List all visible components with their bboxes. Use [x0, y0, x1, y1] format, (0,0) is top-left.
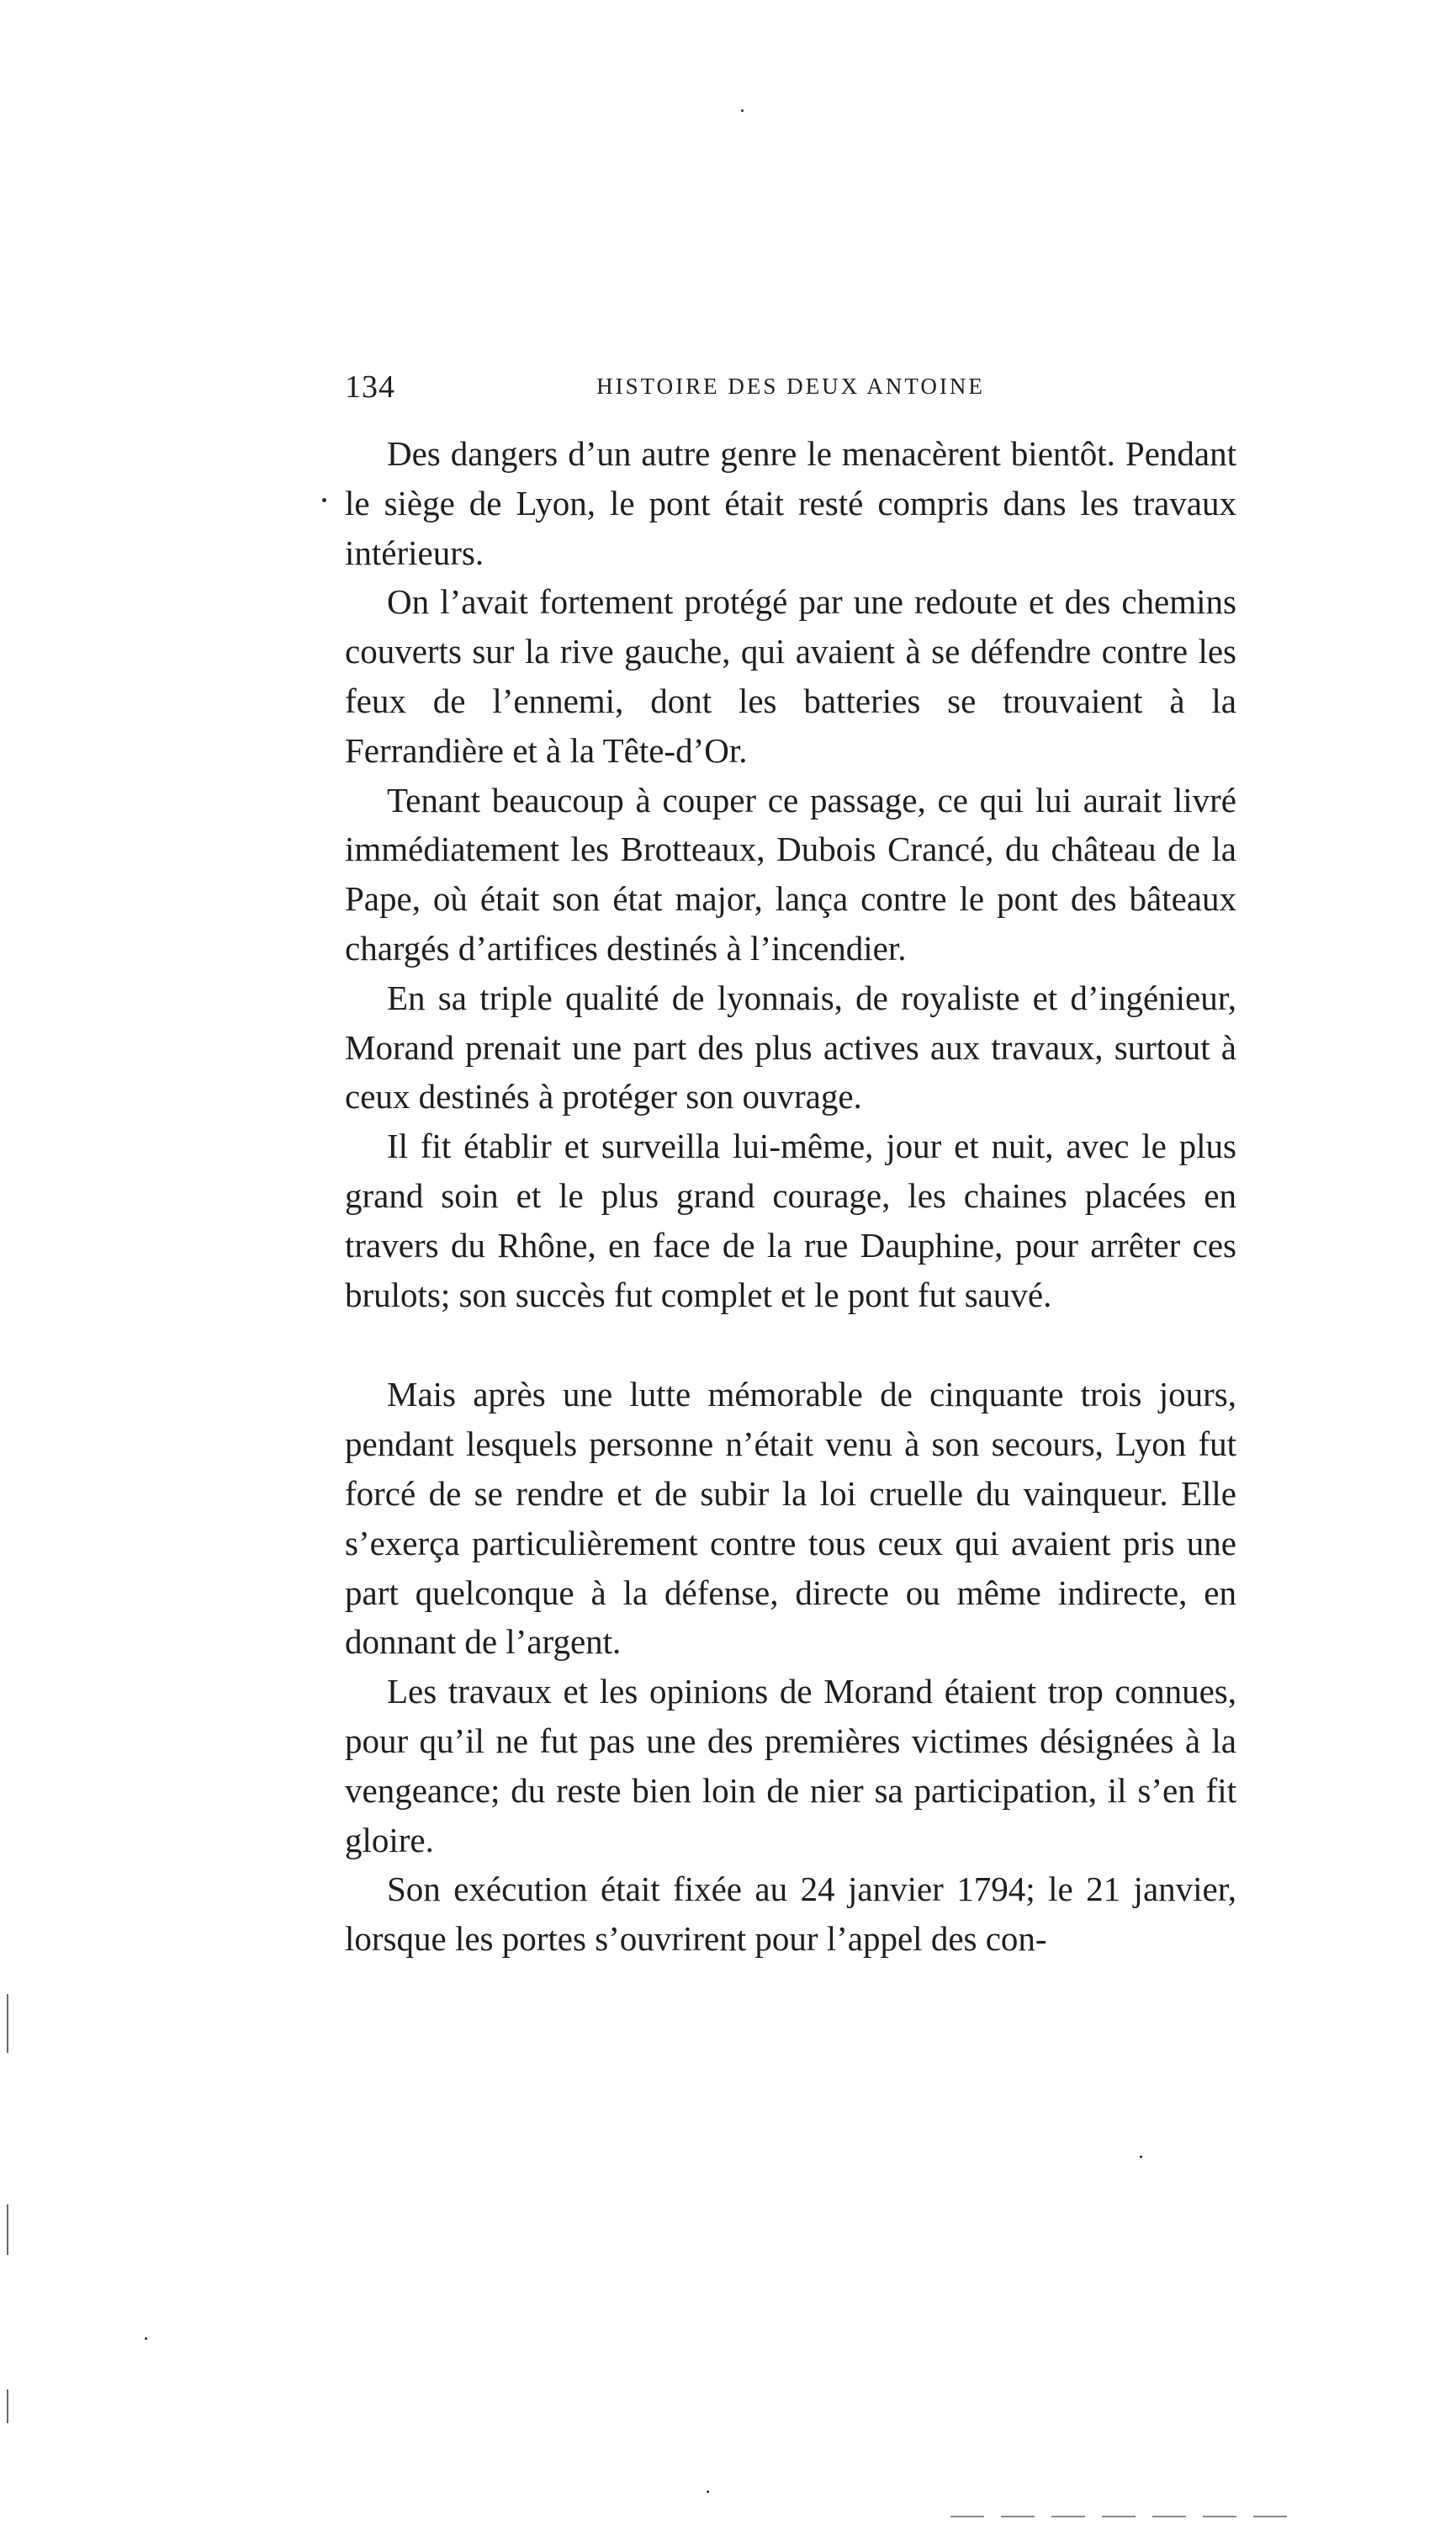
ink-speck: [1140, 2156, 1142, 2158]
paragraph: En sa triple qualité de lyonnais, de royaliste et d’ingénieur, Morand prenait une part des plus actives aux travaux, surtout à ceux destinés à protéger son ouvrage.: [345, 978, 1236, 1116]
scan-dash: [1102, 2516, 1136, 2517]
paragraph: Tenant beaucoup à couper ce passage, ce qui lui aurait livré immédiatement les Brotteaux, Dubois Crancé, du château de la Pape, où était son état major, lança contre le pont des bâteaux chargés d’artifices destinés à l’incendier.: [345, 780, 1236, 968]
scan-edge-mark: [7, 2204, 8, 2255]
paragraph: Son exécution était fixée au 24 janvier 1794; le 21 janvier, lorsque les portes s’ouvrirent pour l’appel des con-: [345, 1870, 1236, 1959]
paragraph: Des dangers d’un autre genre le menacèrent bientôt. Pendant le siège de Lyon, le pont était resté compris dans les travaux intérieurs.: [345, 434, 1236, 572]
scan-dash: [1203, 2516, 1236, 2517]
scan-dash: [1051, 2516, 1085, 2517]
page-header: [345, 369, 1236, 411]
section-break: [345, 1319, 1236, 1370]
scan-edge-mark: [7, 1994, 8, 2053]
page-number: 134: [345, 369, 395, 405]
scan-dash: [1001, 2516, 1035, 2517]
paragraph: Il fit établir et surveilla lui-même, jour et nuit, avec le plus grand soin et le plus grand courage, les chaines placées en travers du Rhône, en face de la rue Dauphine, pour arrêter ces brulots; son succès fut complet et le pont fut sauvé.: [345, 1127, 1236, 1314]
ink-speck: [741, 109, 744, 112]
scan-dash: [1253, 2516, 1287, 2517]
paragraph: Mais après une lutte mémorable de cinquante trois jours, pendant lesquels personne n’était venu à son secours, Lyon fut forcé de se rendre et de subir la loi cruelle du vainqueur. Elle s’exerça particulièrement contre tous ceux qui avaient pris une part quelconque à la défense, directe ou même indirecte, en donnant de l’argent.: [345, 1375, 1236, 1662]
paragraph: Les travaux et les opinions de Morand étaient trop connues, pour qu’il ne fut pas une des premières victimes désignées à la vengeance; du reste bien loin de nier sa participation, il s’en fit gloire.: [345, 1672, 1236, 1859]
scan-edge-mark: [7, 2389, 8, 2423]
paragraph: On l’avait fortement protégé par une redoute et des chemins couverts sur la rive gauche, qui avaient à se défendre contre les feux de l’ennemi, dont les batteries se trouvaient à la Ferrandière et à la Tête-d’Or.: [345, 582, 1236, 770]
ink-speck: [707, 2490, 709, 2493]
running-title: HISTOIRE DES DEUX ANTOINE: [596, 374, 985, 399]
body-text: [345, 429, 1236, 1964]
scan-dash: [950, 2516, 984, 2517]
ink-speck: [322, 498, 326, 502]
ink-speck: [145, 2337, 147, 2340]
scan-dash: [1152, 2516, 1186, 2517]
